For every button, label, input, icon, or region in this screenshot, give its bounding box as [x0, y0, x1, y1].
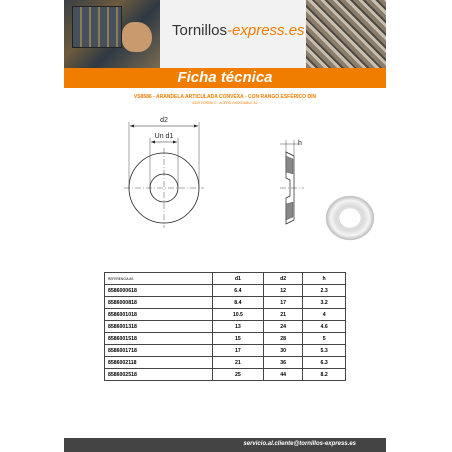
d1-label: Un d1 — [154, 133, 174, 140]
brand-logo: Tornillos-express.es — [172, 22, 305, 39]
customer-service-email[interactable]: servicio.al.cliente@tornillos-express.es — [243, 441, 356, 447]
h-label: h — [298, 140, 302, 147]
washer-side-view — [280, 140, 304, 224]
technical-drawing — [64, 112, 386, 262]
table-row: 8586000618 6.4 12 2.3 — [105, 285, 346, 297]
table-row: 8586001318 13 24 4.6 — [105, 321, 346, 333]
screws-photo — [306, 0, 386, 68]
table-row: 8586001718 17 30 5.3 — [105, 345, 346, 357]
header-d1: d1 — [212, 273, 263, 285]
product-subtitle: 6319 FORMA C - ACERO INOXIDABLE A2 — [192, 101, 258, 105]
table-row: 8586002518 25 44 8.2 — [105, 369, 346, 381]
header-h: h — [303, 273, 346, 285]
d2-label: d2 — [160, 117, 168, 124]
dimensions-table — [104, 272, 346, 381]
tools-photo — [64, 0, 160, 68]
footer-bar — [64, 438, 386, 452]
table-row: 8586001518 15 28 5 — [105, 333, 346, 345]
table-header-row — [105, 273, 346, 285]
product-name: VS8586 - ARANDELA ARTICULADA CONVEXA - CON RANGO ESFÉRICO DIN — [133, 94, 317, 100]
header-d2: d2 — [264, 273, 303, 285]
header-ref: REFERENCIA AS — [105, 273, 213, 285]
header-banner — [64, 0, 386, 68]
datasheet-page — [64, 0, 386, 452]
table-row: 8586001018 10.5 21 4 — [105, 309, 346, 321]
table-row: 8586002118 21 36 6.3 — [105, 357, 346, 369]
washer-photo — [326, 196, 374, 240]
page-title: Ficha técnica — [64, 68, 386, 88]
table-row: 8586000818 8.4 17 3.2 — [105, 297, 346, 309]
